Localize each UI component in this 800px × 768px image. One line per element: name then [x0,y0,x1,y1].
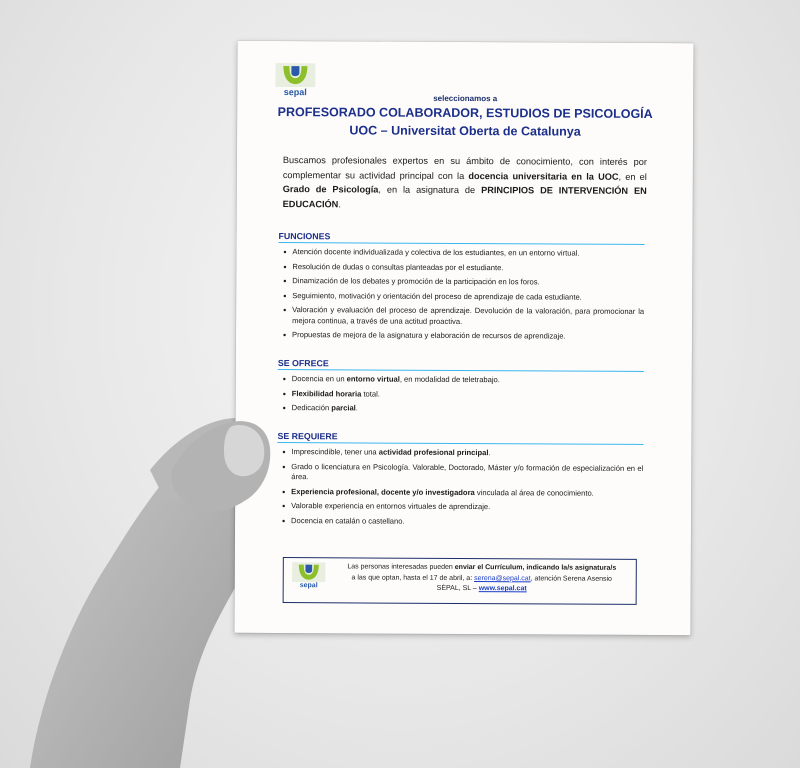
sepal-logo-icon [275,63,315,87]
list-item: • Resolución de dudas o consultas planteadas por el estudiante. [292,262,644,274]
section-se-ofrece [278,358,644,419]
sepal-logo-small [292,562,326,596]
sepal-logo-text: sepal [283,87,307,98]
website-link[interactable]: www.sepal.cat [478,585,527,593]
title-line-1: PROFESORADO COLABORADOR, ESTUDIOS DE PSICOLOGÍA [277,105,653,121]
sepal-logo-icon [292,562,326,582]
section-funciones [278,231,645,346]
section-se-requiere [277,431,644,532]
contact-text: Las personas interesadas pueden enviar el Currículum, indicando la/s asignatura/s a las que optan, hasta el 17 de abril, a: serena@sepal.cat, atención Serena Asensio SÈPAL, SL – www.sepal.cat [347,563,617,593]
section-heading: SE REQUIERE [277,431,643,445]
list-item: • Flexibilidad horaria total. [292,389,644,401]
list-item: • Imprescindible, tener una actividad profesional principal. [291,447,643,459]
list-item: • Valoración y evaluación del proceso de aprendizaje. Devolución de la valoración, para promocionar la mejora continua, a través de una actitud proactiva. [292,305,644,328]
list-item: • Atención docente individualizada y colectiva de los estudiantes, en un entorno virtual. [292,247,644,259]
pre-title: seleccionamos a [433,93,498,104]
ofrece-list [278,374,644,415]
list-item: • Experiencia profesional, docente y/o investigadora vinculada al área de conocimiento. [291,487,643,499]
contact-box [283,557,637,605]
title-line-2: UOC – Universitat Oberta de Catalunya [349,123,581,139]
funciones-list [278,247,644,342]
section-heading: SE OFRECE [278,358,644,372]
list-item: • Docencia en catalán o castellano. [291,516,643,528]
list-item: • Grado o licenciatura en Psicología. Valorable, Doctorado, Máster y/o formación de especialización en el área. [291,462,643,485]
job-flyer [234,41,693,635]
list-item: • Propuestas de mejora de la asignatura y elaboración de recursos de aprendizaje. [292,330,644,342]
list-item: • Seguimiento, motivación y orientación del proceso de aprendizaje de cada estudiante. [292,291,644,303]
email-link[interactable]: serena@sepal.cat [474,574,531,582]
requiere-list [277,447,643,528]
intro-paragraph: Buscamos profesionales expertos en su ámbito de conocimiento, con interés por complementar su actividad principal con la docencia universitaria en la UOC, en el Grado de Psicología, en la asignatura de PRINCIPIOS DE INTERVENCIÓN EN EDUCACIÓN. [282,155,647,209]
list-item: • Valorable experiencia en entornos virtuales de aprendizaje. [291,501,643,513]
list-item: • Dinamización de los debates y promoción de la participación en los foros. [292,276,644,288]
section-heading: FUNCIONES [278,231,644,245]
list-item: • Dedicación parcial. [292,403,644,415]
sepal-logo-text: sepal [299,582,318,590]
list-item: • Docencia en un entorno virtual, en modalidad de teletrabajo. [292,374,644,386]
